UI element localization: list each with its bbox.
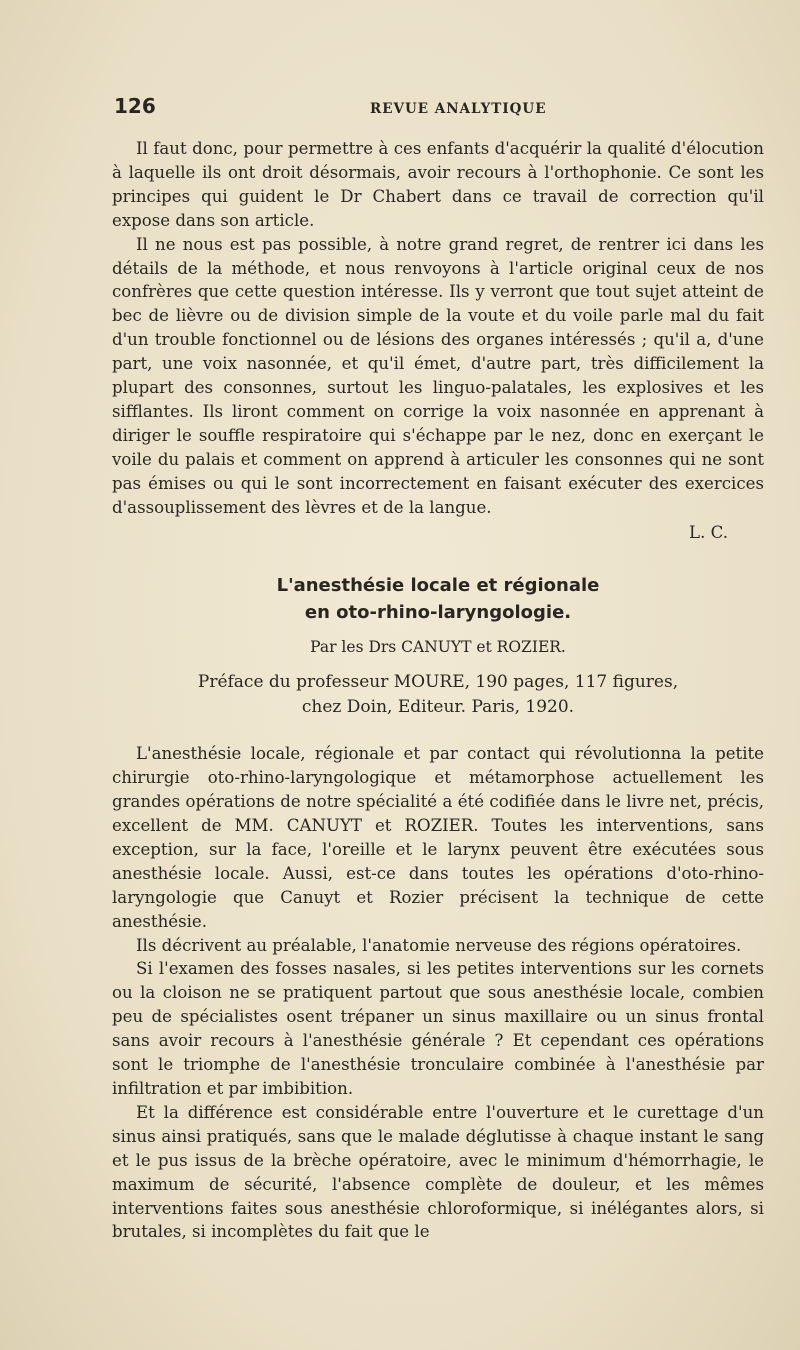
review-paragraph-4: Et la différence est considérable entre l'ouverture et le curettage d'un sinus ainsi pratiqués, sans que le malade déglutisse à chaque instant le sang et le pus issus de la brèche opératoire, avec le minimum d'hémorrhagie, le maximum de sécurité, l'absence complète de douleur, et les mêmes interventions faites sous anesthésie chloroformique, si inélégantes alors, si brutales, si incomplètes du fait que le: [112, 1102, 764, 1242]
page-header: [114, 94, 760, 128]
review-paragraph-2: Ils décrivent au préalable, l'anatomie nerveuse des régions opératoires.: [136, 935, 742, 955]
book-preface-line-1: Préface du professeur MOURE, 190 pages, 117 figures,: [197, 672, 679, 693]
page-body: [112, 137, 764, 1244]
review-paragraph-1: L'anesthésie locale, régionale et par contact qui révolutionna la petite chirurgie oto-rhino-laryngologique et métamorphose actuellement les grandes opérations de notre spécialité a été codifiée dans le livre net, précis, excellent de MM. CANUYT et ROZIER. Toutes les interventions, sans exception, sur la face, l'oreille et le larynx peuvent être exécutées sous anesthésie locale. Aussi, est-ce dans toutes les opérations d'oto-rhino-laryngologie que Canuyt et Rozier précisent la technique de cette anesthésie.: [112, 744, 764, 931]
signature: L. C.: [689, 522, 728, 542]
book-title-line-1: L'anesthésie locale et régionale: [276, 575, 600, 597]
page-number: 126: [114, 94, 156, 118]
book-preface-line-2: chez Doin, Editeur. Paris, 1920.: [301, 697, 575, 718]
paragraph-2: Il ne nous est pas possible, à notre grand regret, de rentrer ici dans les détails de la méthode, et nous renvoyons à l'article original ceux de nos confrères que cette question intéresse. Ils y verront que tout sujet atteint de bec de lièvre ou de division simple de la voute et du voile parle mal du fait d'un trouble fonctionnel ou de lésions des organes intéressés ; qu'il a, d'une part, une voix nasonnée, et qu'il émet, d'autre part, très difficilement la plupart des consonnes, surtout les linguo-palatales, les explosives et les sifflantes. Ils liront comment on corrige la voix nasonnée en apprenant à diriger le souffle respiratoire qui s'échappe par le nez, donc en exerçant le voile du palais et comment on apprend à articuler les consonnes qui ne sont pas émises ou qui le sont incorrectement en faisant exécuter des exercices d'assouplissement des lèvres et de la langue.: [112, 234, 764, 517]
book-title: [112, 572, 764, 626]
running-head: REVUE ANALYTIQUE: [370, 101, 547, 117]
book-title-line-2: en oto-rhino-laryngologie.: [304, 602, 572, 624]
paragraph-1: Il faut donc, pour permettre à ces enfants d'acquérir la qualité d'élocution à laquelle ils ont droit désormais, avoir recours à l'orthophonie. Ce sont les principes qui guident le Dr Chabert dans ce travail de correction qu'il expose dans son article.: [112, 139, 764, 230]
review-paragraph-3: Si l'examen des fosses nasales, si les petites interventions sur les cornets ou la cloison ne se pratiquent partout que sous anesthésie locale, combien peu de spécialistes osent trépaner un sinus maxillaire ou un sinus frontal sans avoir recours à l'anesthésie générale ? Et cependant ces opérations sont le triomphe de l'anesthésie tronculaire combinée à l'anesthésie par infiltration et par imbibition.: [112, 959, 764, 1098]
book-preface: [112, 670, 764, 720]
book-authors: Par les Drs CANUYT et ROZIER.: [310, 638, 566, 657]
section-gap: [112, 720, 764, 742]
